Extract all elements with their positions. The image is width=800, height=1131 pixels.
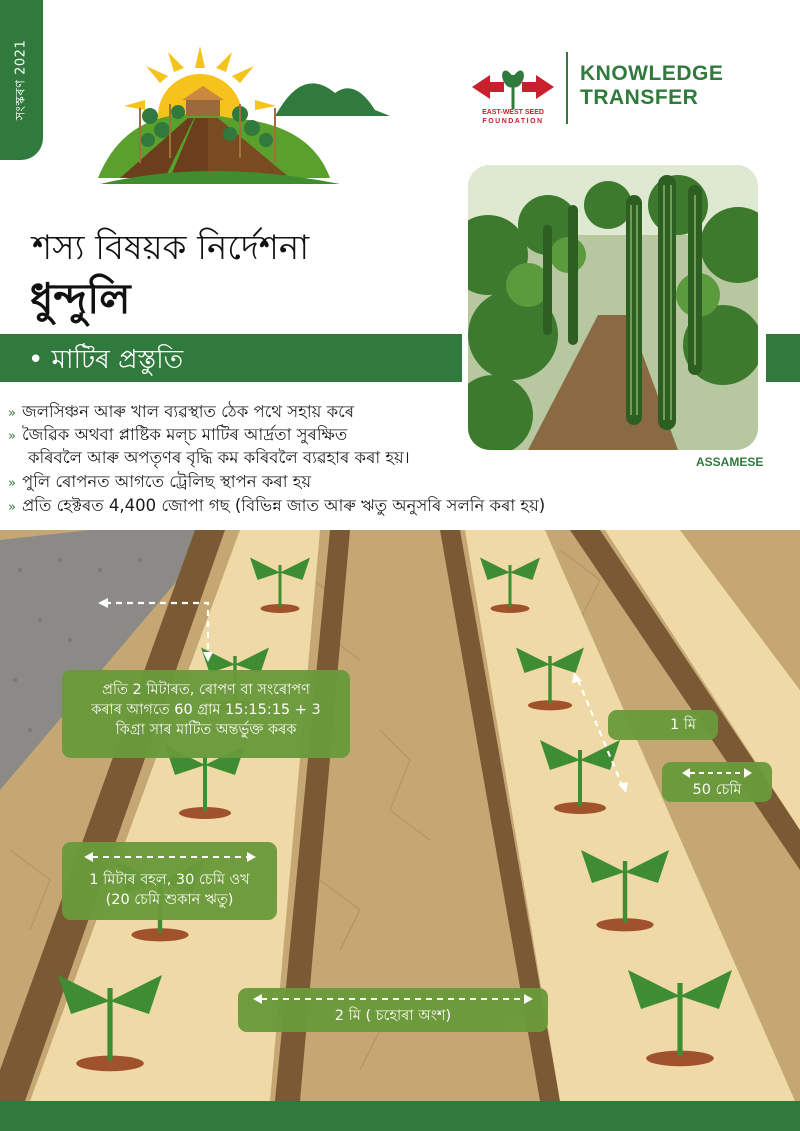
bullet-marker-icon: » [8,429,16,444]
bullet-text: জৈৱিক অথবা প্লাষ্টিক মল্চ মাটিৰ আৰ্দ্ৰতা সুৰক্ষিত [21,425,348,444]
bullet-continuation [28,446,410,469]
section-band-right [766,334,800,382]
fertilizer-line1: প্ৰতি 2 মিটাৰত, ৰোপণ বা সংৰোপণ [102,682,310,698]
knowledge-transfer-title [580,62,723,110]
bullet-text: পুলি ৰোপনত আগতে ট্ৰেলিছ স্থাপন কৰা হয় [21,472,312,491]
bottom-bar [0,1101,800,1131]
bed-line2: (20 চেমি শুকান ঋতু) [105,892,234,908]
foundation-name [468,108,558,126]
bullet-marker-icon: » [8,476,16,491]
bed-line1: 1 মিটাৰ বহল, 30 চেমি ওখ [89,872,250,888]
bed-width-arrow-icon [84,850,256,864]
photo-caption: ASSAMESE [696,455,764,469]
edition-label: সংস্কৰণ 2021 [13,39,29,121]
bullet-item [8,400,354,425]
bed-size-note [62,842,277,920]
program-line2: TRANSFER [580,86,699,109]
plant-spacing-label [662,762,772,802]
section-title: • মাটিৰ প্ৰস্তুতি [28,345,184,375]
foundation-name-line1: EAST-WEST SEED [482,109,544,116]
plant-spacing-text: 50 চেমি [692,782,742,798]
brand-divider [566,52,568,124]
fertilizer-line3: কিগ্ৰা সাৰ মাটিত অন্তৰ্ভুক্ত কৰক [115,722,297,738]
fertilizer-note [62,670,350,758]
bullet-marker-icon: » [8,406,16,421]
row-spacing-label [608,710,718,740]
row-spacing-text: 1 মি [669,717,696,733]
fertilizer-line2: কৰাৰ আগতে 60 গ্ৰাম 15:15:15 + 3 [91,702,321,718]
foundation-name-line2: FOUNDATION [482,118,544,125]
path-width-label [238,988,548,1032]
bullet-text: কৰিবলৈ আৰু অপতৃণৰ বৃদ্ধি কম কৰিবলৈ ব্যৱহাৰ কৰা হয়। [28,448,410,467]
crop-name: ধুন্দুলি [30,274,131,323]
program-line1: KNOWLEDGE [580,62,724,85]
path-width-arrow-icon [253,993,533,1005]
bullet-marker-icon: » [8,500,16,515]
plant-spacing-arrow-icon [682,767,752,779]
bullet-item [8,423,347,448]
path-width-text: 2 মি ( চহোৰা অংশ) [334,1008,452,1024]
edition-tab [0,0,43,160]
bullet-text: জলসিঞ্চন আৰু খাল ব্যৱস্থাত ঠেক পথে সহায় কৰে [21,402,355,421]
bullet-item [8,470,311,495]
ridge-gourd-photo [468,165,758,450]
farm-logo-illustration [90,38,400,188]
bullet-text: প্ৰতি হেক্টৰত 4,400 জোপা গছ (বিভিন্ন জাত আৰু ঋতু অনুসৰি সলনি কৰা হয়) [21,496,546,515]
bullet-item [8,494,545,519]
page-title: শস্য বিষয়ক নিৰ্দেশনা [32,228,310,268]
